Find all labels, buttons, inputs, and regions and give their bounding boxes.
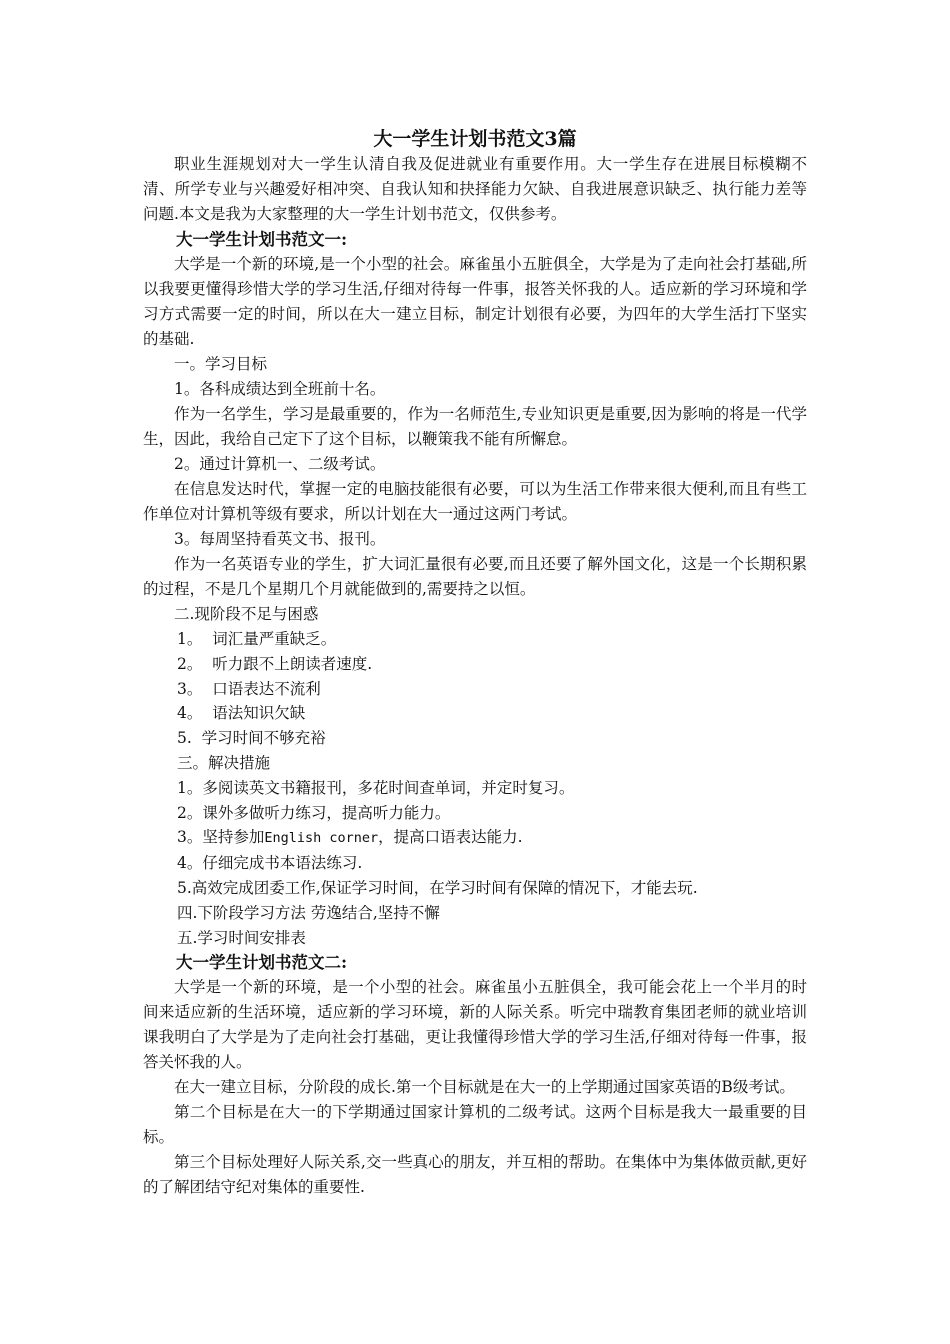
study-goals-title: 一。学习目标 <box>174 355 268 373</box>
study-schedule-title: 五.学习时间安排表 <box>177 928 306 947</box>
issues-title: 二.现阶段不足与困惑 <box>174 605 319 623</box>
issue-4: 4。 语法知识欠缺 <box>177 704 306 723</box>
section1-heading: 大一学生计划书范文一: <box>176 230 348 249</box>
section2-paragraph-2: 在大一建立目标，分阶段的成长.第一个目标就是在大一的上学期通过国家英语的B级考试。 <box>174 1078 795 1097</box>
section2-paragraph-3: 第二个目标是在大一的下学期通过国家计算机的二级考试。这两个目标是我大一最重要的目标。 <box>143 1103 807 1147</box>
goal-2-description: 在信息发达时代，掌握一定的电脑技能很有必要，可以为生活工作带来很大便利,而且有些工作单位对计算机等级有要求，所以计划在大一通过这两门考试。 <box>143 480 807 523</box>
issue-2: 2。 听力跟不上朗读者速度. <box>177 654 373 673</box>
measures-title: 三。解决措施 <box>177 753 271 772</box>
goal-3-description: 作为一名英语专业的学生，扩大词汇量很有必要,而且还要了解外国文化，这是一个长期积累的过程，不是几个星期几个月就能做到的,需要持之以恒。 <box>143 555 807 598</box>
goal-1-description: 作为一名学生，学习是最重要的，作为一名师范生,专业知识更是重要,因为影响的将是一代学生，因此，我给自己定下了这个目标，以鞭策我不能有所懈怠。 <box>143 405 807 448</box>
measure-5: 5.高效完成团委工作,保证学习时间，在学习时间有保障的情况下，才能去玩. <box>177 878 698 897</box>
issue-3: 3。 口语表达不流利 <box>177 679 321 698</box>
section2-heading: 大一学生计划书范文二: <box>176 953 348 973</box>
goal-1: 1。各科成绩达到全班前十名。 <box>174 380 386 398</box>
section2-paragraph-4: 第三个目标处理好人际关系,交一些真心的朋友，并互相的帮助。在集体中为集体做贡献,更好的了解团结守纪对集体的重要性. <box>143 1153 807 1197</box>
measure-2: 2。课外多做听力练习，提高听力能力。 <box>177 803 451 822</box>
measure-3-english: English corner <box>264 830 379 847</box>
goal-2: 2。通过计算机一、二级考试。 <box>174 455 386 473</box>
measure-1: 1。多阅读英文书籍报刊，多花时间查单词，并定时复习。 <box>177 778 575 797</box>
goal-3: 3。每周坚持看英文书、报刊。 <box>174 530 386 548</box>
measure-4: 4。仔细完成书本语法练习. <box>177 854 363 873</box>
document-content <box>143 126 807 1200</box>
document-title: 大一学生计划书范文3篇 <box>373 128 577 150</box>
section2-paragraph-1: 大学是一个新的环境，是一个小型的社会。麻雀虽小五脏俱全，我可能会花上一个半月的时间来适应新的生活环境，适应新的学习环境，新的人际关系。听完中瑞教育集团老师的就业培训课我明白了大学是为了走向社会打基础，更让我懂得珍惜大学的学习生活,仔细对待每一件事，报答关怀我的人。 <box>143 978 807 1072</box>
issue-1: 1。 词汇量严重缺乏。 <box>177 630 337 648</box>
issue-5: 5. 学习时间不够充裕 <box>177 729 326 748</box>
next-stage-method: 四.下阶段学习方法 劳逸结合,坚持不懈 <box>177 903 440 922</box>
intro-paragraph: 职业生涯规划对大一学生认清自我及促进就业有重要作用。大一学生存在进展目标模糊不清、所学专业与兴趣爱好相冲突、自我认知和抉择能力欠缺、自我进展意识缺乏、执行能力差等问题.本文是我为大家整理的大一学生计划书范文，仅供参考。 <box>143 155 807 223</box>
measure-3-prefix: 3。坚持参加 <box>177 828 265 847</box>
section1-paragraph: 大学是一个新的环境,是一个小型的社会。麻雀虽小五脏俱全，大学是为了走向社会打基础,所以我要更懂得珍惜大学的学习生活,仔细对待每一件事，报答关怀我的人。适应新的学习环境和学习方式需要一定的时间，所以在大一建立目标，制定计划很有必要，为四年的大学生活打下坚实的基础. <box>143 255 807 348</box>
measure-3 <box>143 825 807 851</box>
measure-3-suffix: ，提高口语表达能力. <box>378 828 523 847</box>
